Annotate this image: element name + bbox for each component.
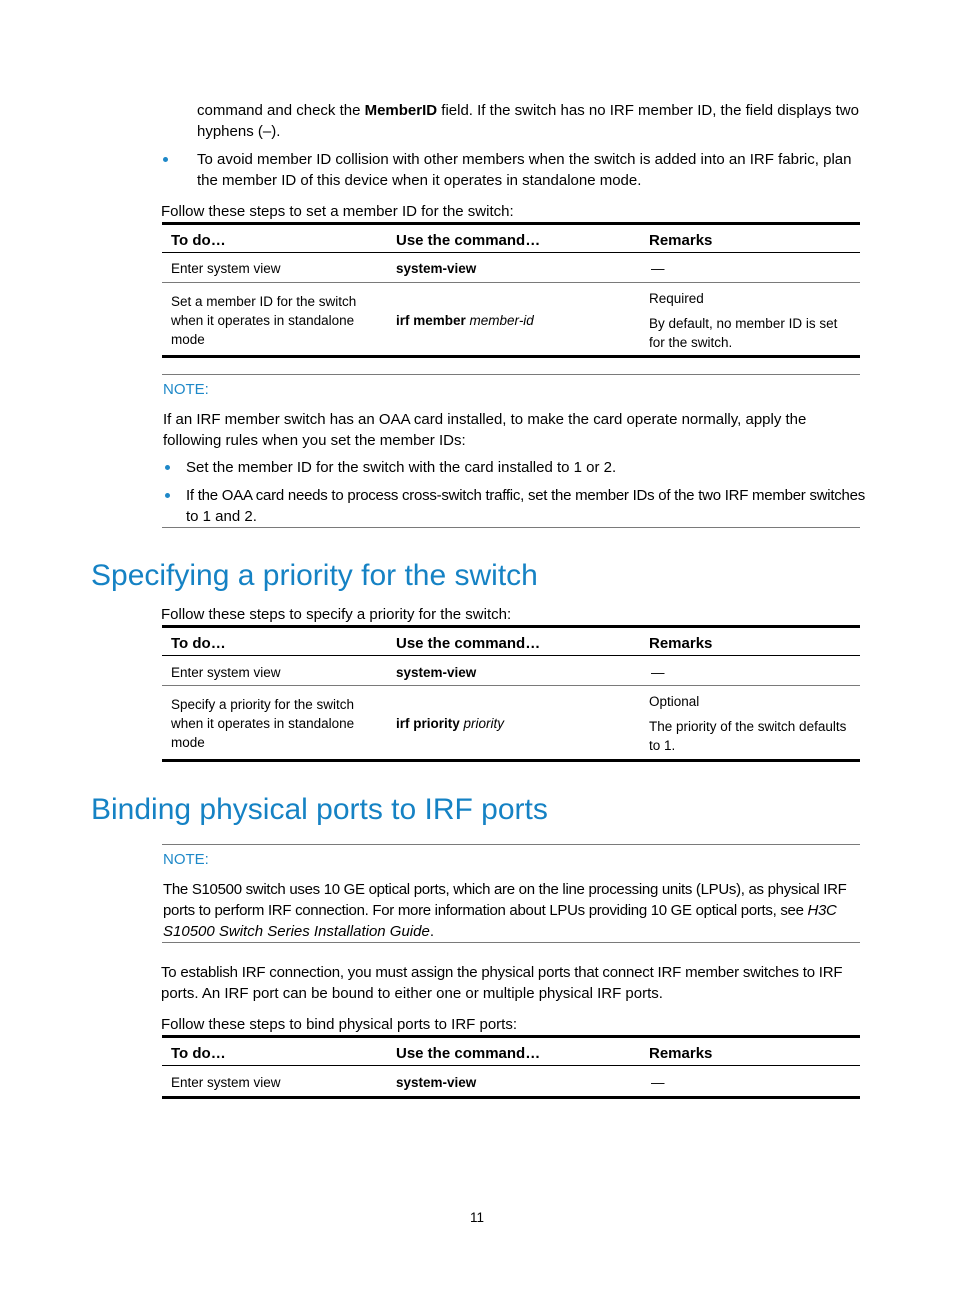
note-line: ports to perform IRF connection. For more information about LPUs providing 10 GE optical ports, see H3C (163, 902, 837, 919)
cell-command: system-view (396, 1075, 477, 1090)
intro-bullet-line-2: the member ID of this device when it operates in standalone mode. (197, 172, 642, 189)
cell-command: system-view (396, 665, 477, 680)
table-header-remarks: Remarks (649, 635, 713, 652)
table-bottom-rule (162, 355, 860, 358)
table-header-remarks: Remarks (649, 1045, 713, 1062)
bullet-icon (163, 157, 168, 162)
cell-todo-line: when it operates in standalone (171, 313, 355, 328)
intro-line-2: hyphens (–). (197, 123, 281, 140)
cell-todo: Enter system view (171, 261, 281, 276)
cell-remarks-line: The priority of the switch defaults (649, 719, 847, 734)
table-bottom-rule (162, 1096, 860, 1099)
section-heading-priority: Specifying a priority for the switch (91, 559, 538, 592)
table-header-command: Use the command… (396, 1045, 541, 1062)
table-header-command: Use the command… (396, 232, 541, 249)
row-divider (162, 282, 860, 283)
note-top-rule (162, 844, 860, 845)
body-line: ports. An IRF port can be bound to either one or multiple physical IRF ports. (161, 985, 663, 1002)
cell-todo: Enter system view (171, 1075, 281, 1090)
cell-remarks-line: By default, no member ID is set (649, 316, 838, 331)
intro-bullet-line-1: To avoid member ID collision with other members when the switch is added into an IRF fabric, plan (197, 151, 852, 168)
cell-remarks: — (651, 665, 665, 680)
table3-intro: Follow these steps to bind physical ports to IRF ports: (161, 1016, 517, 1033)
cell-command: irf priority priority (396, 716, 505, 731)
cell-todo-line: when it operates in standalone (171, 716, 355, 731)
cell-remarks: — (651, 261, 665, 276)
note-line: S10500 Switch Series Installation Guide. (163, 923, 434, 940)
cell-todo-line: Specify a priority for the switch (171, 697, 355, 712)
section-heading-binding: Binding physical ports to IRF ports (91, 793, 548, 826)
note-bullet-cont: to 1 and 2. (186, 508, 257, 525)
cell-command: system-view (396, 261, 477, 276)
intro-line-1: command and check the MemberID field. If the switch has no IRF member ID, the field displays two (197, 102, 859, 119)
table-header-todo: To do… (171, 1045, 226, 1062)
body-line: To establish IRF connection, you must assign the physical ports that connect IRF member switches to IRF (161, 964, 843, 981)
table-header-rule (162, 1065, 860, 1066)
cell-command: irf member member-id (396, 313, 534, 328)
cell-remarks: — (651, 1075, 665, 1090)
bullet-icon (165, 465, 170, 470)
table-header-command: Use the command… (396, 635, 541, 652)
page-number: 11 (469, 1210, 484, 1225)
bullet-icon (165, 493, 170, 498)
note-line: If an IRF member switch has an OAA card installed, to make the card operate normally, apply the (163, 411, 807, 428)
note-label: NOTE: (163, 851, 209, 868)
note-label: NOTE: (163, 381, 209, 398)
cell-remarks-optional: Optional (649, 694, 700, 709)
table-top-rule (162, 625, 860, 628)
note-line: following rules when you set the member IDs: (163, 432, 466, 449)
table-header-remarks: Remarks (649, 232, 713, 249)
cell-remarks-line: for the switch. (649, 335, 733, 350)
table-header-rule (162, 252, 860, 253)
note-top-rule (162, 374, 860, 375)
table-header-todo: To do… (171, 635, 226, 652)
table1-intro: Follow these steps to set a member ID for the switch: (161, 203, 514, 220)
note-bullet: Set the member ID for the switch with the card installed to 1 or 2. (186, 459, 617, 476)
cell-todo-line: mode (171, 735, 205, 750)
cell-remarks-required: Required (649, 291, 704, 306)
table-top-rule (162, 222, 860, 225)
table-header-todo: To do… (171, 232, 226, 249)
table-top-rule (162, 1035, 860, 1038)
note-line: The S10500 switch uses 10 GE optical ports, which are on the line processing units (LPUs), as physical IRF (163, 881, 847, 898)
row-divider (162, 685, 860, 686)
cell-todo: Enter system view (171, 665, 281, 680)
cell-todo-line: Set a member ID for the switch (171, 294, 357, 309)
note-bottom-rule (162, 942, 860, 943)
note-bottom-rule (162, 527, 860, 528)
table-header-rule (162, 655, 860, 656)
table-bottom-rule (162, 759, 860, 762)
cell-todo-line: mode (171, 332, 205, 347)
note-bullet: If the OAA card needs to process cross-switch traffic, set the member IDs of the two IRF member switches (186, 487, 865, 504)
cell-remarks-line: to 1. (649, 738, 676, 753)
table2-intro: Follow these steps to specify a priority for the switch: (161, 606, 512, 623)
